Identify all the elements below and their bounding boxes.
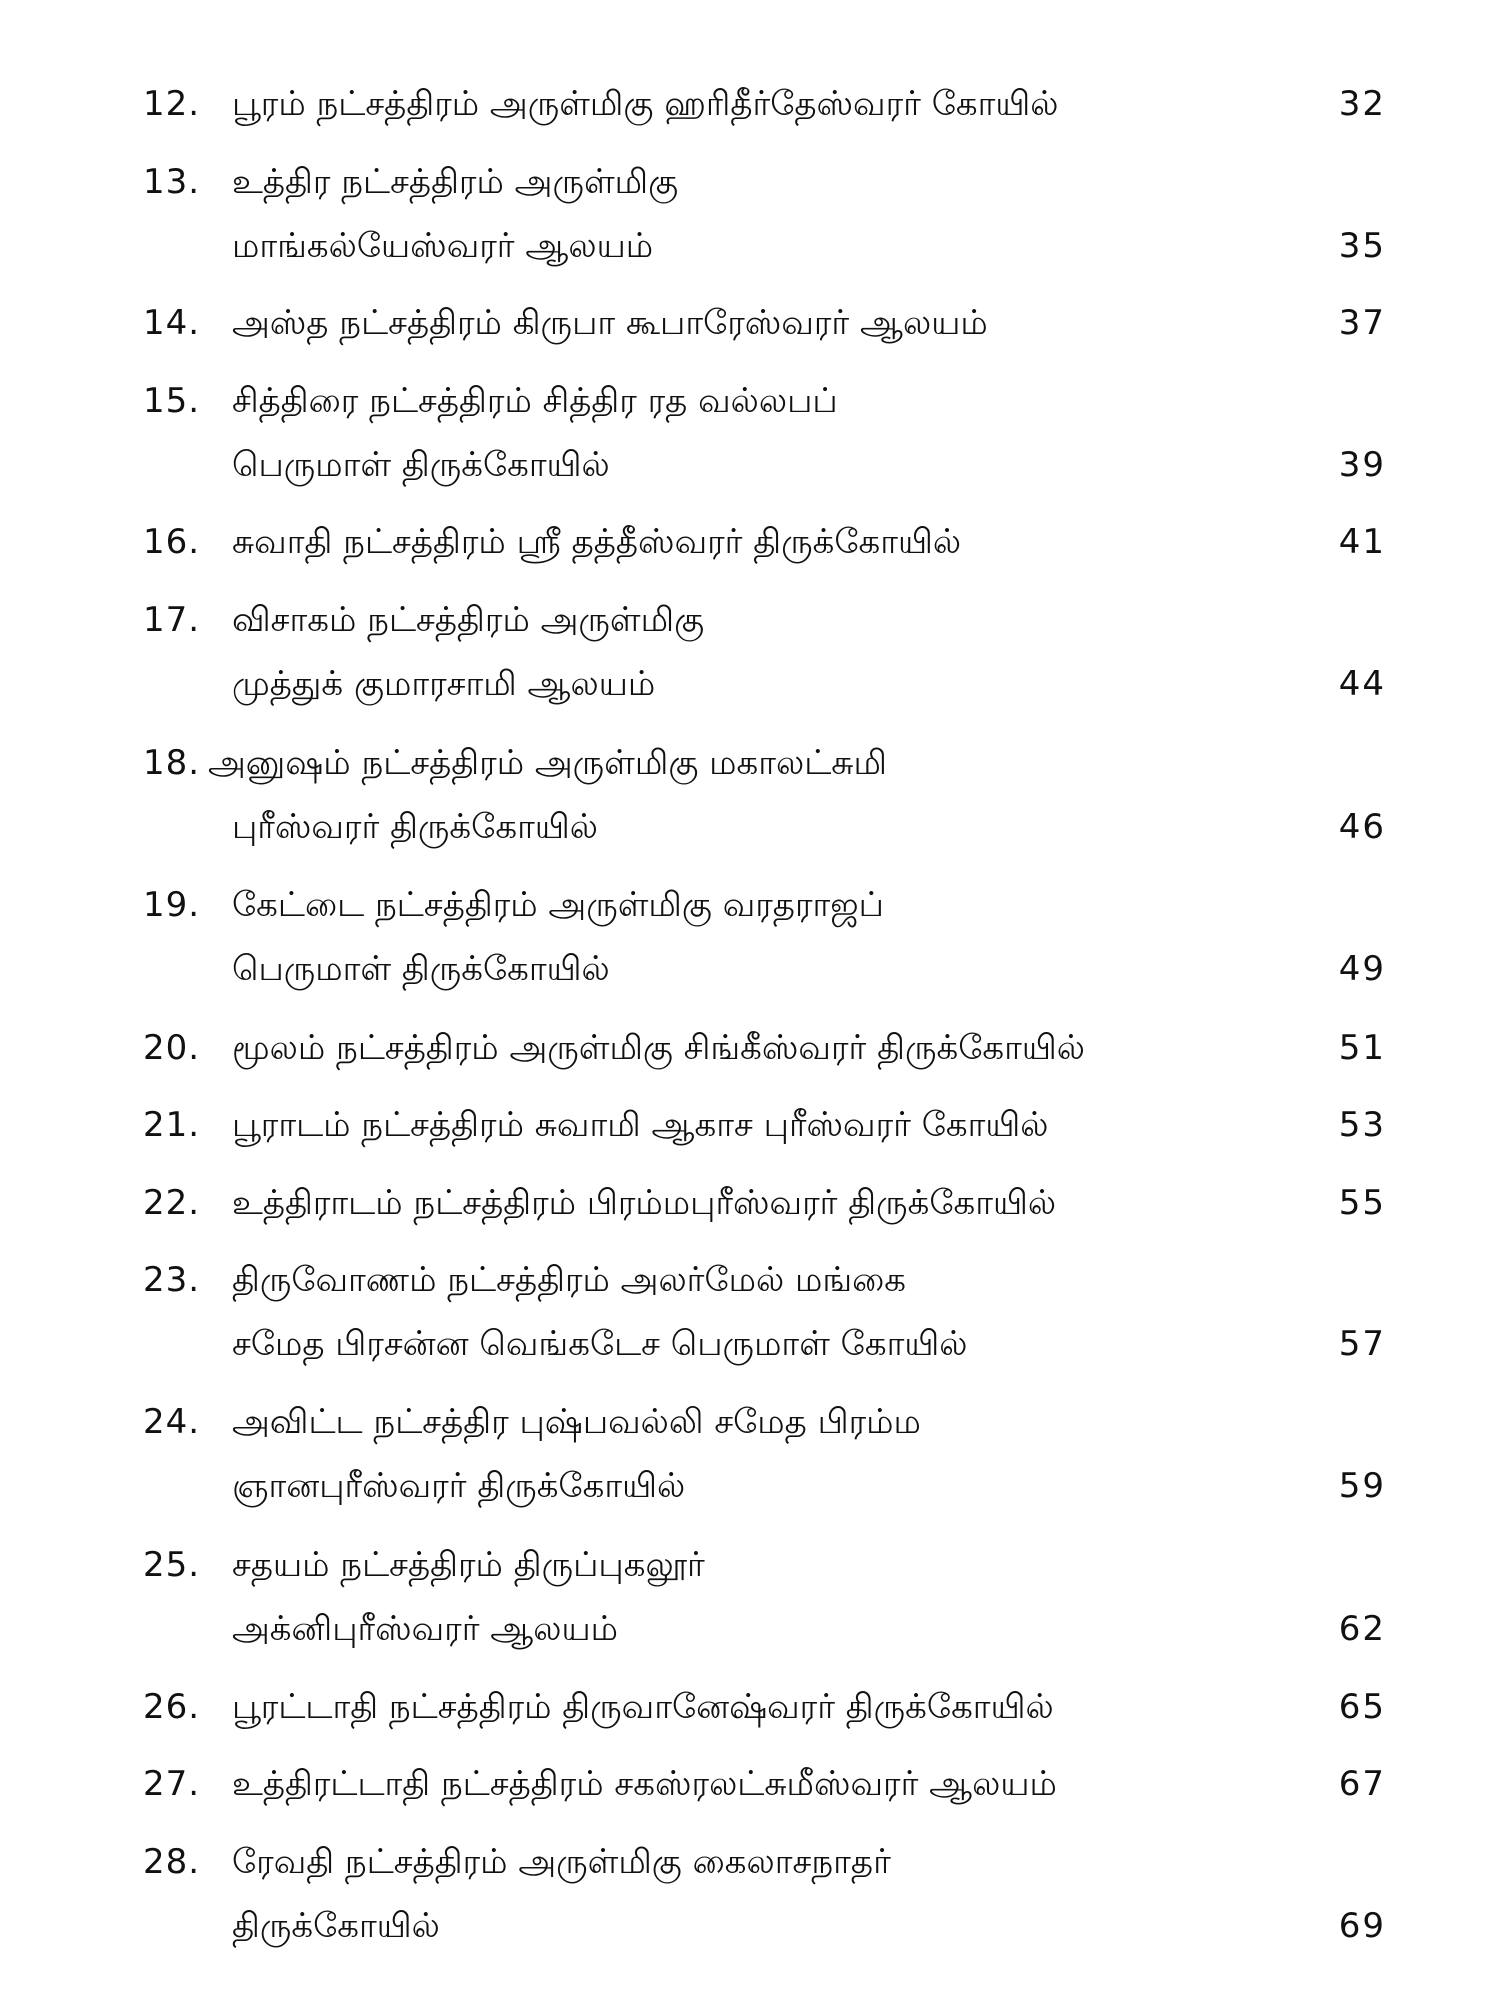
toc-entry-28 xyxy=(0,1832,1500,1892)
entry-title-continuation: புரீஸ்வரர் திருக்கோயில் xyxy=(232,807,598,847)
entry-title: உத்திராடம் நட்சத்திரம் பிரம்மபுரீஸ்வரர் திருக்கோயில் xyxy=(232,1183,1057,1223)
entry-number: 13. xyxy=(143,162,201,202)
toc-entry-14 xyxy=(0,293,1500,353)
toc-entry-26 xyxy=(0,1677,1500,1737)
entry-title-continuation: பெருமாள் திருக்கோயில் xyxy=(232,949,610,989)
toc-entry-17-continuation xyxy=(0,654,1500,714)
toc-entry-22 xyxy=(0,1173,1500,1233)
entry-page-number: 41 xyxy=(1338,522,1386,562)
entry-page-number: 37 xyxy=(1338,303,1386,343)
entry-title: சித்திரை நட்சத்திரம் சித்திர ரத வல்லபப் xyxy=(232,381,838,421)
toc-entry-12 xyxy=(0,74,1500,134)
entry-number: 16. xyxy=(143,522,201,562)
toc-entry-28-continuation xyxy=(0,1896,1500,1956)
entry-page-number: 65 xyxy=(1338,1687,1386,1727)
toc-entry-13 xyxy=(0,152,1500,212)
entry-title: ரேவதி நட்சத்திரம் அருள்மிகு கைலாசநாதர் xyxy=(232,1842,891,1882)
entry-page-number: 46 xyxy=(1338,807,1386,847)
entry-title: சதயம் நட்சத்திரம் திருப்புகலூர் xyxy=(232,1545,705,1585)
entry-title: அவிட்ட நட்சத்திர புஷ்பவல்லி சமேத பிரம்ம xyxy=(232,1402,921,1442)
entry-number: 23. xyxy=(143,1260,201,1300)
entry-page-number: 59 xyxy=(1338,1466,1386,1506)
entry-title: சுவாதி நட்சத்திரம் ஸ்ரீ தத்தீஸ்வரர் திருக்கோயில் xyxy=(232,522,962,562)
entry-number: 24. xyxy=(143,1402,201,1442)
entry-title-continuation: அக்னிபுரீஸ்வரர் ஆலயம் xyxy=(232,1609,619,1649)
entry-number: 14. xyxy=(143,303,201,343)
entry-page-number: 51 xyxy=(1338,1028,1386,1068)
entry-number: 28. xyxy=(143,1842,201,1882)
entry-page-number: 35 xyxy=(1338,226,1386,266)
toc-entry-15-continuation xyxy=(0,435,1500,495)
entry-page-number: 69 xyxy=(1338,1906,1386,1946)
toc-entry-23 xyxy=(0,1250,1500,1310)
entry-number: 12. xyxy=(143,84,201,124)
entry-number: 17. xyxy=(143,600,201,640)
entry-page-number: 44 xyxy=(1338,664,1386,704)
entry-title: உத்திரட்டாதி நட்சத்திரம் சகஸ்ரலட்சுமீஸ்வரர் ஆலயம் xyxy=(232,1764,1057,1804)
entry-title: பூராடம் நட்சத்திரம் சுவாமி ஆகாச புரீஸ்வரர் கோயில் xyxy=(232,1105,1049,1145)
toc-entry-19-continuation xyxy=(0,939,1500,999)
entry-title-continuation: ஞானபுரீஸ்வரர் திருக்கோயில் xyxy=(232,1466,686,1506)
entry-number: 15. xyxy=(143,381,201,421)
entry-page-number: 55 xyxy=(1338,1183,1386,1223)
entry-title: திருவோணம் நட்சத்திரம் அலர்மேல் மங்கை xyxy=(232,1260,907,1300)
entry-number: 19. xyxy=(143,885,201,925)
entry-title: மூலம் நட்சத்திரம் அருள்மிகு சிங்கீஸ்வரர் திருக்கோயில் xyxy=(232,1028,1085,1068)
entry-number: 20. xyxy=(143,1028,201,1068)
toc-entry-25 xyxy=(0,1535,1500,1595)
entry-title: கேட்டை நட்சத்திரம் அருள்மிகு வரதராஜப் xyxy=(232,885,884,925)
toc-entry-21 xyxy=(0,1095,1500,1155)
entry-number: 18. xyxy=(143,743,201,783)
toc-entry-25-continuation xyxy=(0,1599,1500,1659)
entry-title-continuation: திருக்கோயில் xyxy=(232,1906,440,1946)
toc-entry-15 xyxy=(0,371,1500,431)
entry-page-number: 49 xyxy=(1338,949,1386,989)
toc-entry-20 xyxy=(0,1018,1500,1078)
toc-entry-18 xyxy=(0,733,1500,793)
entry-number: 26. xyxy=(143,1687,201,1727)
entry-title: அஸ்த நட்சத்திரம் கிருபா கூபாரேஸ்வரர் ஆலயம் xyxy=(232,303,988,343)
entry-title: அனுஷம் நட்சத்திரம் அருள்மிகு மகாலட்சுமி xyxy=(208,743,887,783)
entry-number: 25. xyxy=(143,1545,201,1585)
toc-entry-27 xyxy=(0,1754,1500,1814)
entry-number: 21. xyxy=(143,1105,201,1145)
toc-entry-19 xyxy=(0,875,1500,935)
entry-title-continuation: சமேத பிரசன்ன வெங்கடேச பெருமாள் கோயில் xyxy=(232,1324,968,1364)
entry-number: 22. xyxy=(143,1183,201,1223)
entry-title-continuation: முத்துக் குமாரசாமி ஆலயம் xyxy=(232,664,656,704)
entry-page-number: 67 xyxy=(1338,1764,1386,1804)
toc-entry-17 xyxy=(0,590,1500,650)
entry-page-number: 53 xyxy=(1338,1105,1386,1145)
toc-entry-24 xyxy=(0,1392,1500,1452)
toc-entry-18-continuation xyxy=(0,797,1500,857)
toc-entry-24-continuation xyxy=(0,1456,1500,1516)
entry-page-number: 57 xyxy=(1338,1324,1386,1364)
entry-title: பூரம் நட்சத்திரம் அருள்மிகு ஹரிதீர்தேஸ்வரர் கோயில் xyxy=(232,84,1059,124)
entry-page-number: 62 xyxy=(1338,1609,1386,1649)
toc-entry-16 xyxy=(0,512,1500,572)
entry-title-continuation: மாங்கல்யேஸ்வரர் ஆலயம் xyxy=(232,226,654,266)
entry-page-number: 32 xyxy=(1338,84,1386,124)
entry-page-number: 39 xyxy=(1338,445,1386,485)
toc-entry-23-continuation xyxy=(0,1314,1500,1374)
entry-title: பூரட்டாதி நட்சத்திரம் திருவானேஷ்வரர் திருக்கோயில் xyxy=(232,1687,1054,1727)
toc-entry-13-continuation xyxy=(0,216,1500,276)
entry-title-continuation: பெருமாள் திருக்கோயில் xyxy=(232,445,610,485)
entry-title: விசாகம் நட்சத்திரம் அருள்மிகு xyxy=(232,600,705,640)
entry-title: உத்திர நட்சத்திரம் அருள்மிகு xyxy=(232,162,679,202)
entry-number: 27. xyxy=(143,1764,201,1804)
